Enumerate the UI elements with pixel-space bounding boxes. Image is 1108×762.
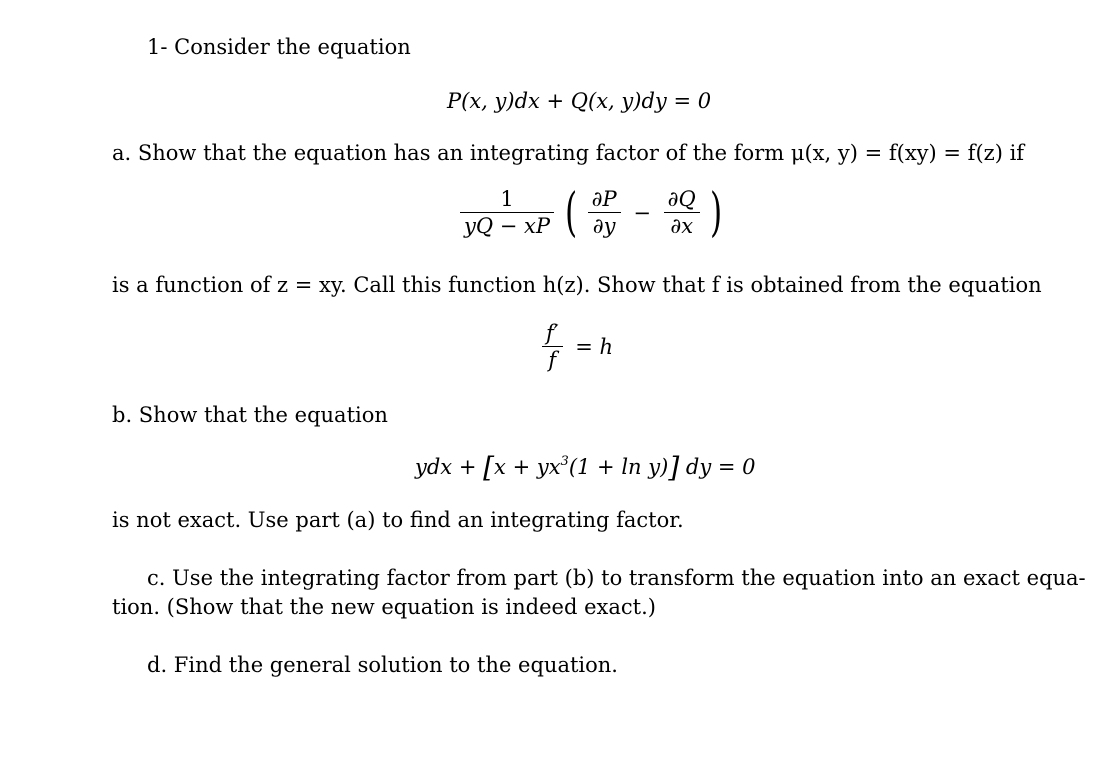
- partial-p-numerator: ∂P: [588, 186, 621, 213]
- equals-h: = h: [575, 334, 614, 359]
- main-equation: P(x, y)dx + Q(x, y)dy = 0: [447, 89, 712, 113]
- left-bracket: [: [483, 451, 495, 484]
- partial-p-fraction: [588, 186, 621, 239]
- coefficient-fraction: [460, 186, 554, 239]
- f-ratio-fraction: [542, 320, 563, 373]
- part-a-text: a. Show that the equation has an integrating factor of the form μ(x, y) = f(xy) = f(z) if: [112, 141, 1025, 165]
- f-prime-numerator: f′: [542, 320, 563, 347]
- f-denominator: f: [548, 348, 557, 372]
- part-b-text: b. Show that the equation: [112, 403, 388, 427]
- right-paren: ): [710, 182, 723, 243]
- eq-b-exponent: 3: [560, 454, 569, 469]
- coefficient-numerator: 1: [460, 186, 554, 213]
- eq-b-left: ydx +: [415, 455, 484, 479]
- eq-b-right: dy = 0: [679, 455, 756, 479]
- not-exact-text: is not exact. Use part (a) to find an integrating factor.: [112, 508, 684, 532]
- part-c-line2: tion. (Show that the new equation is indeed exact.): [112, 595, 656, 619]
- minus-sign: −: [633, 200, 651, 225]
- problem-heading: 1- Consider the equation: [147, 35, 411, 59]
- part-b-equation: [415, 453, 756, 482]
- condition-expression: [460, 182, 727, 243]
- right-bracket: ]: [668, 451, 680, 484]
- h-equation: [542, 320, 619, 373]
- function-text: is a function of z = xy. Call this function h(z). Show that f is obtained from the equation: [112, 273, 1042, 297]
- coefficient-denominator: yQ − xP: [464, 214, 550, 238]
- part-d-text: d. Find the general solution to the equation.: [147, 653, 618, 677]
- eq-b-inner-1: x + yx: [494, 455, 561, 479]
- partial-p-denominator: ∂y: [592, 214, 616, 238]
- partial-q-denominator: ∂x: [670, 214, 694, 238]
- eq-b-inner-2: (1 + ln y): [568, 455, 669, 479]
- part-c-line1: c. Use the integrating factor from part (b) to transform the equation into an exact equa-: [147, 566, 1086, 590]
- partial-q-numerator: ∂Q: [664, 186, 700, 213]
- left-paren: (: [564, 182, 577, 243]
- partial-q-fraction: [664, 186, 700, 239]
